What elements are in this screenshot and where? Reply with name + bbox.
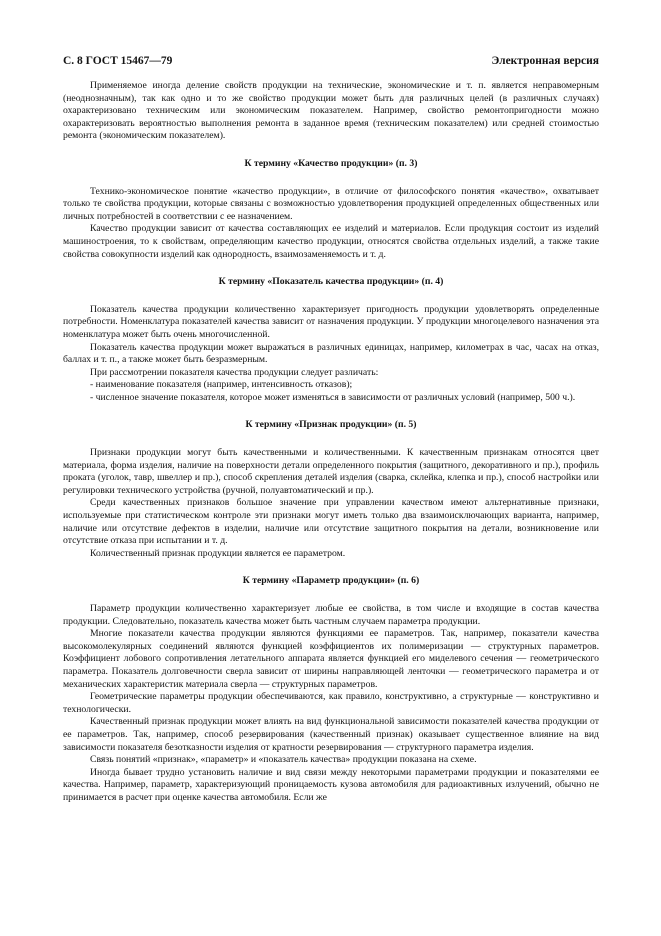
paragraph: Качество продукции зависит от качества составляющих ее изделий и материалов. Если продукция состоит из изделий машиностроения, то к свойствам, определяющим качество продукции, относятся свойства отдельных изделий, а также такие свойства совокупности изделий как однородность, взаимозаменяемость и т. д. bbox=[63, 223, 599, 260]
paragraph: При рассмотрении показателя качества продукции следует различать: bbox=[90, 366, 379, 378]
paragraph: Количественный признак продукции является ее параметром. bbox=[90, 547, 346, 559]
paragraph: Иногда бывает трудно установить наличие и вид связи между некоторыми параметрами продукции и показателями ее качества. Например, параметр, характеризующий проницаемость кузова автомобиля для радиоактивных излучений, обычно не принимается в расчет при оценке качества автомобиля. Если же bbox=[63, 766, 599, 803]
paragraph: Связь понятий «признак», «параметр» и «показатель качества» продукции показана на схеме. bbox=[90, 754, 477, 766]
paragraph: Технико-экономическое понятие «качество продукции», в отличие от философского понятия «качество», охватывает только те свойства продукции, которые связаны с возможностью удовлетворения продукцией определенных общественных или личных потребностей в соответствии с ее назначением. bbox=[63, 185, 599, 222]
section-title-quality-indicator: К термину «Показатель качества продукции» (п. 4) bbox=[218, 276, 444, 288]
intro-paragraph: Применяемое иногда деление свойств продукции на технические, экономические и т. п. является неправомерным (неоднозначным), так как одно и то же свойство продукции может быть для различных целей (в различных случаях) охарактеризовано техническим или экономическим показателем. Например, свойство ремонтопригодности можно охарактеризовать вероятностью выполнения ремонта в заданное время (техническим показателем) или средней стоимостью ремонта (экономическим показателем). bbox=[63, 80, 599, 142]
paragraph: Качественный признак продукции может влиять на вид функциональной зависимости показателей качества продукции от ее параметров. Так, например, способ резервирования (качественный признак) оказывает существенное влияние на вид зависимости показателя безотказности изделия от кратности резервирования — структурного параметра изделия. bbox=[63, 716, 599, 753]
paragraph: Среди качественных признаков большое значение при управлении качеством имеют альтернативные признаки, используемые при статистическом контроле эти признаки могут иметь только два взаимоисключающих варианта, например, наличие или отсутствие дефектов в изделии, наличие или отсутствие защитного покрытия на детали, возникновение или отсутствие отказа при испытании и т. д. bbox=[63, 497, 599, 547]
list-item: - численное значение показателя, которое может изменяться в зависимости от различных условий (например, 500 ч.). bbox=[90, 391, 576, 403]
paragraph: Геометрические параметры продукции обеспечиваются, как правило, конструктивно, а структурные — конструктивно и технологически. bbox=[63, 691, 599, 715]
page-header bbox=[63, 55, 599, 71]
paragraph: Признаки продукции могут быть качественными и количественными. К качественным признакам относятся цвет материала, форма изделия, наличие на поверхности детали определенного покрытия (защитного, декоративного и пр.), профиль проката (уголок, тавр, швеллер и пр.), способ скрепления деталей изделия (сварка, склейка, клепка и пр.), способ настройки или регулировки технического устройства (ручной, полуавтоматический и пр.). bbox=[63, 447, 599, 496]
paragraph: Многие показатели качества продукции являются функциями ее параметров. Так, например, показатели качества высокомолекулярных соединений являются функцией коэффициентов их полимеризации — структурных параметров. Коэффициент лобового сопротивления летательного аппарата является функцией его миделевого сечения — геометрического параметра. Показатель долговечности сверла зависит от ширины направляющей ленточки — геометрического параметра и от механических характеристик материала сверла — структурных параметров. bbox=[63, 628, 599, 690]
document-body bbox=[63, 80, 599, 805]
paragraph: Параметр продукции количественно характеризует любые ее свойства, в том числе и входящие в состав качества продукции. Следовательно, показатель качества может быть частным случаем параметра продукции. bbox=[63, 603, 599, 627]
header-standard-number: С. 8 ГОСТ 15467—79 bbox=[63, 55, 173, 67]
paragraph: Показатель качества продукции может выражаться в различных единицах, например, километрах в час, часах на отказ, баллах и т. п., а также может быть безразмерным. bbox=[63, 341, 599, 366]
section-title-product-parameter: К термину «Параметр продукции» (п. 6) bbox=[242, 575, 420, 587]
header-version-label: Электронная версия bbox=[491, 55, 599, 67]
paragraph: Показатель качества продукции количественно характеризует пригодность продукции удовлетворять определенные потребности. Номенклатура показателей качества зависит от назначения продукции. У продукции многоцелевого назначения эта номенклатура может быть очень многочисленной. bbox=[63, 303, 599, 340]
section-title-quality: К термину «Качество продукции» (п. 3) bbox=[244, 157, 418, 169]
section-title-product-attribute: К термину «Признак продукции» (п. 5) bbox=[245, 419, 417, 431]
list-item: - наименование показателя (например, интенсивность отказов); bbox=[90, 379, 353, 391]
